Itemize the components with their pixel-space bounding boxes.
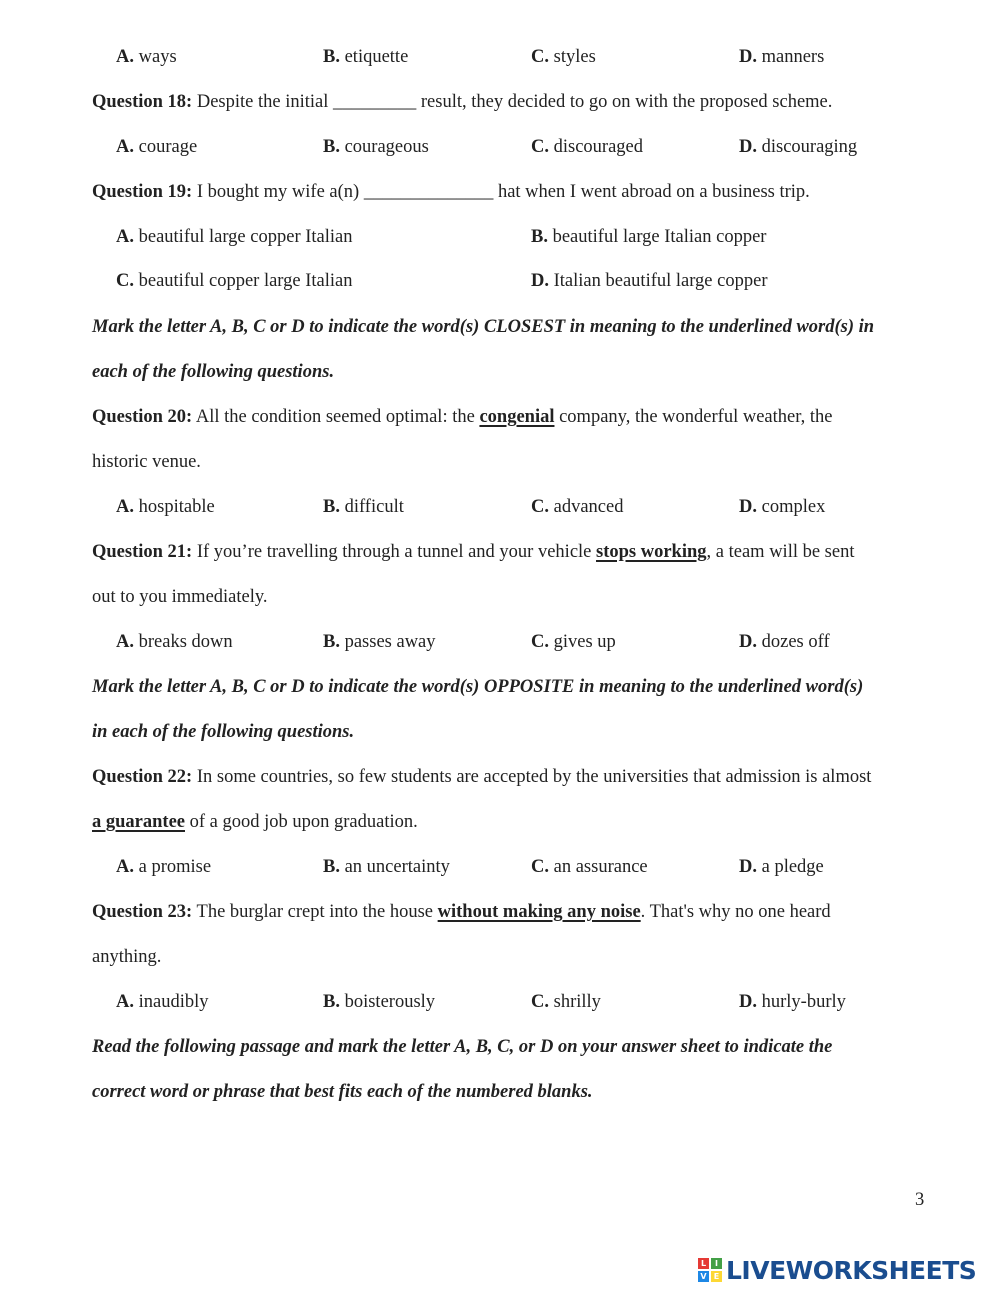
q23-option-a: A. inaudibly — [116, 992, 209, 1012]
liveworksheets-logo-icon — [698, 1258, 722, 1282]
instruction-opposite-line1: Mark the letter A, B, C or D to indicate the word(s) OPPOSITE in meaning to the underlined word(s) — [92, 677, 864, 697]
instruction-closest-line2: each of the following questions. — [92, 362, 335, 382]
page-number: 3 — [915, 1190, 925, 1210]
q21-option-c: C. gives up — [531, 632, 616, 652]
q22-underlined-word: a guarantee — [92, 812, 185, 832]
question-21: Question 21: If you’re travelling through a tunnel and your vehicle stops working, a team will be sent — [92, 542, 855, 562]
question-21-line2: out to you immediately. — [92, 587, 268, 607]
q21-underlined-word: stops working — [596, 542, 707, 562]
liveworksheets-logo-text: LIVEWORKSHEETS — [726, 1255, 977, 1285]
liveworksheets-logo — [698, 1255, 976, 1285]
q19-option-b: B. beautiful large Italian copper — [531, 227, 767, 247]
q17-option-b: B. etiquette — [323, 47, 409, 67]
q21-option-a: A. breaks down — [116, 632, 233, 652]
q22-option-d: D. a pledge — [739, 857, 824, 877]
instruction-passage-line1: Read the following passage and mark the letter A, B, C, or D on your answer sheet to indicate the — [92, 1037, 833, 1057]
q18-option-d: D. discouraging — [739, 137, 858, 157]
question-19: Question 19: I bought my wife a(n) ______________ hat when I went abroad on a business trip. — [92, 182, 810, 202]
logo-tile-l: L — [698, 1258, 709, 1269]
q23-underlined-word: without making any noise — [437, 902, 641, 922]
instruction-opposite-line2: in each of the following questions. — [92, 722, 355, 742]
q18-option-a: A. courage — [116, 137, 198, 157]
question-20-line2: historic venue. — [92, 452, 201, 472]
q19-option-d: D. Italian beautiful large copper — [531, 271, 768, 291]
q23-option-c: C. shrilly — [531, 992, 601, 1012]
q20-underlined-word: congenial — [479, 407, 555, 427]
q21-option-b: B. passes away — [323, 632, 436, 652]
q18-option-b: B. courageous — [323, 137, 429, 157]
q20-option-d: D. complex — [739, 497, 826, 517]
q18-option-c: C. discouraged — [531, 137, 644, 157]
instruction-passage-line2: correct word or phrase that best fits each of the numbered blanks. — [92, 1082, 593, 1102]
q22-option-c: C. an assurance — [531, 857, 648, 877]
q17-option-d: D. manners — [739, 47, 825, 67]
logo-tile-e: E — [711, 1271, 722, 1282]
q22-option-a: A. a promise — [116, 857, 212, 877]
q20-option-a: A. hospitable — [116, 497, 215, 517]
q20-option-b: B. difficult — [323, 497, 404, 517]
q23-option-d: D. hurly-burly — [739, 992, 846, 1012]
logo-tile-i: I — [711, 1258, 722, 1269]
q17-option-c: C. styles — [531, 47, 596, 67]
q17-option-a: A. ways — [116, 47, 177, 67]
instruction-closest-line1: Mark the letter A, B, C or D to indicate the word(s) CLOSEST in meaning to the underlined word(s) in — [92, 317, 875, 337]
q22-option-b: B. an uncertainty — [323, 857, 450, 877]
question-23: Question 23: The burglar crept into the house without making any noise. That's why no one heard — [92, 902, 831, 922]
question-23-line2: anything. — [92, 947, 162, 967]
q23-option-b: B. boisterously — [323, 992, 436, 1012]
question-20: Question 20: All the condition seemed optimal: the congenial company, the wonderful weather, the — [92, 407, 833, 427]
question-18: Question 18: Despite the initial _________ result, they decided to go on with the proposed scheme. — [92, 92, 833, 112]
question-22-line2: a guarantee of a good job upon graduation. — [92, 812, 418, 832]
question-22: Question 22: In some countries, so few students are accepted by the universities that admission is almost — [92, 767, 872, 787]
logo-tile-v: V — [698, 1271, 709, 1282]
q20-option-c: C. advanced — [531, 497, 624, 517]
q21-option-d: D. dozes off — [739, 632, 830, 652]
q19-option-c: C. beautiful copper large Italian — [116, 271, 353, 291]
q19-option-a: A. beautiful large copper Italian — [116, 227, 353, 247]
